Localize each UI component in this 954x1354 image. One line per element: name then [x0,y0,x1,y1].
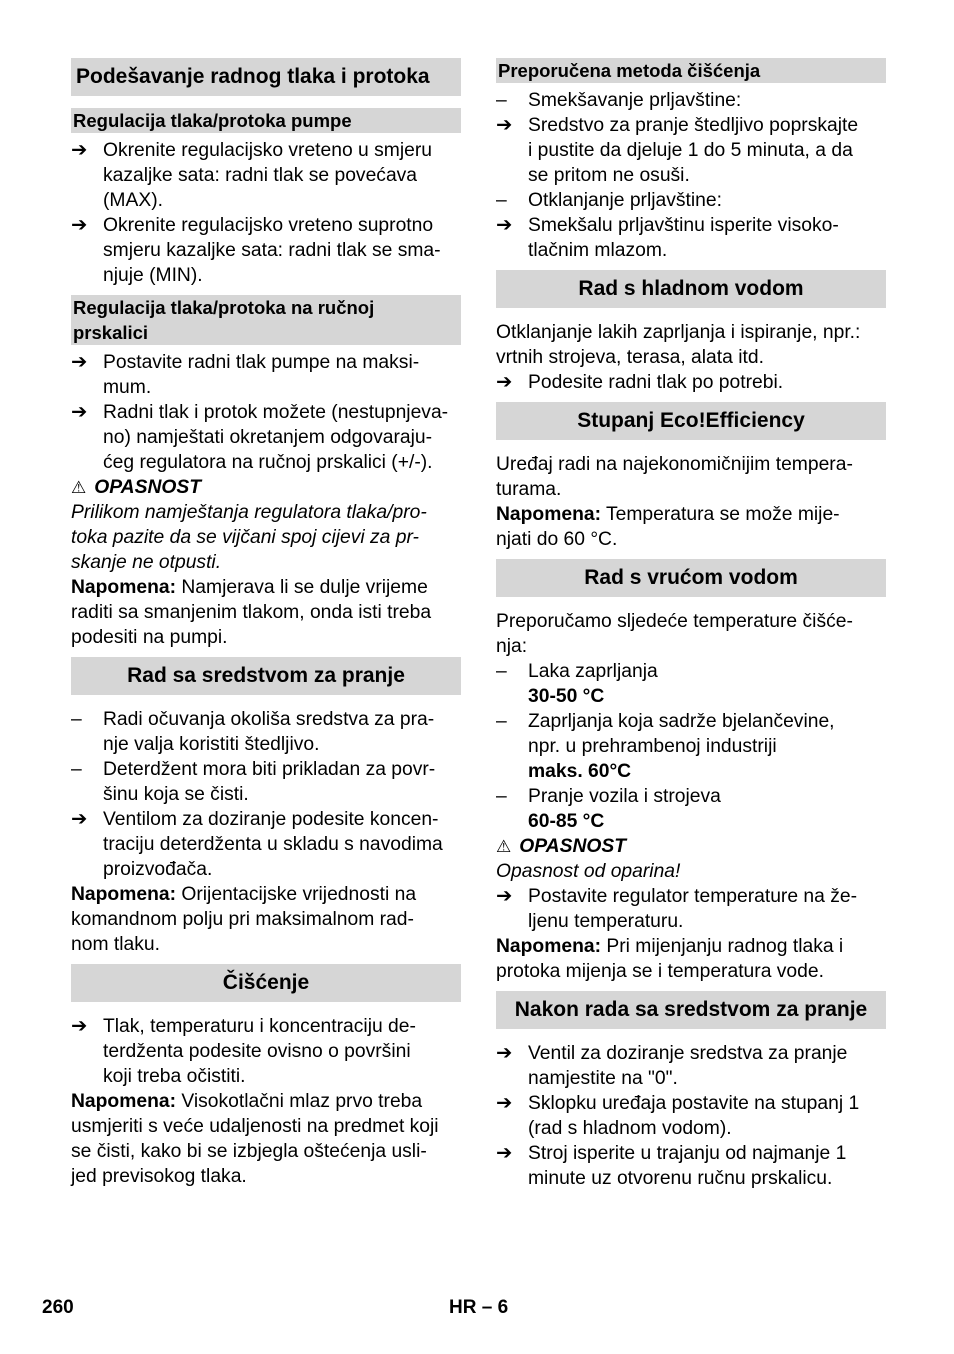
dash-bullet: – [496,711,507,732]
right-column [496,58,886,1191]
paragraph: Otklanjanje lakih zaprljanja i ispiranje, npr.: vrtnih strojeva, terasa, alata itd. [496,322,861,368]
heading-pressure-flow: Podešavanje radnog tlaka i protoka [71,58,461,96]
arrow-icon: ➔ [496,372,513,393]
list-item: ➔ Sredstvo za pranje štedljivo poprskajte i pustite da djeluje 1 do 5 minuta, a da se pritom ne osuši. [496,115,859,186]
dash-bullet: – [496,190,507,211]
list-item: – Laka zaprljanja 30-50 °C [496,661,658,707]
list-item: ➔ Ventil za doziranje sredstva za pranje namjestite na "0". [496,1043,848,1089]
list-item: ➔ Postavite regulator temperature na že- ljenu temperaturu. [496,886,858,932]
list-item: ➔ Smekšalu prljavštinu isperite visoko- tlačnim mlazom. [496,215,839,261]
dash-bullet: – [496,786,507,807]
heading-after-detergent: Nakon rada sa sredstvom za pranje [496,991,886,1029]
heading-cold-water: Rad s hladnom vodom [496,270,886,308]
subheading-pump-regulation: Regulacija tlaka/protoka pumpe [71,108,461,133]
note: Napomena: Temperatura se može mije- njati do 60 °C. [496,504,840,550]
paragraph: Preporučamo sljedeće temperature čišće- nja: [496,611,853,657]
arrow-icon: ➔ [71,402,88,423]
list-item: – Pranje vozila i strojeva 60-85 °C [496,786,721,832]
arrow-icon: ➔ [71,140,88,161]
heading-detergent: Rad sa sredstvom za pranje [71,657,461,695]
arrow-icon: ➔ [496,1043,513,1064]
heading-cleaning: Čišćenje [71,964,461,1002]
list-item: – Zaprljanja koja sadrže bjelančevine, npr. u prehrambenoj industriji maks. 60°C [496,711,835,782]
danger-label: ⚠ OPASNOST [71,477,202,498]
list-item: – Smekšavanje prljavštine: [496,90,742,111]
list-item: ➔ Tlak, temperaturu i koncentraciju de- terdženta podesite ovisno o površini koji treba očistiti. [71,1016,416,1087]
left-column [71,58,461,1189]
warning-icon: ⚠ [496,837,512,856]
dash-bullet: – [496,90,507,111]
list-item: – Deterdžent mora biti prikladan za povr- šinu koja se čisti. [71,759,436,805]
list-item: ➔ Podesite radni tlak po potrebi. [496,372,784,393]
list-item: ➔ Postavite radni tlak pumpe na maksi- mum. [71,352,420,398]
note: Napomena: Orijentacijske vrijednosti na komandnom polju pri maksimalnom rad- nom tlaku. [71,884,417,955]
dash-bullet: – [71,759,82,780]
list-item: ➔ Okrenite regulacijsko vreteno suprotno smjeru kazaljke sata: radni tlak se sma- njuje (MIN). [71,215,441,286]
list-item: ➔ Ventilom za doziranje podesite koncen- traciju deterdženta u skladu s navodima proizvođača. [71,809,443,880]
list-item: ➔ Sklopku uređaja postavite na stupanj 1 (rad s hladnom vodom). [496,1093,860,1139]
paragraph: Uređaj radi na najekonomičnijim tempera- turama. [496,454,853,500]
arrow-icon: ➔ [71,809,88,830]
heading-hot-water: Rad s vrućom vodom [496,559,886,597]
list-item: – Otklanjanje prljavštine: [496,190,722,211]
heading-eco-efficiency: Stupanj Eco!Efficiency [496,402,886,440]
danger-label: ⚠ OPASNOST [496,836,627,857]
warning-icon: ⚠ [71,478,87,497]
list-item: ➔ Okrenite regulacijsko vreteno u smjeru kazaljke sata: radni tlak se povećava (MAX). [71,140,432,211]
list-item: ➔ Radni tlak i protok možete (nestupnjeva- no) namještati okretanjem odgovaraju- ćeg regulatora na ručnoj prskalici (+/-). [71,402,449,473]
subheading-cleaning-method: Preporučena metoda čišćenja [496,58,886,83]
list-item: – Radi očuvanja okoliša sredstva za pra- nje valja koristiti štedljivo. [71,709,435,755]
note: Napomena: Pri mijenjanju radnog tlaka i protoka mijenja se i temperatura vode. [496,936,844,982]
arrow-icon: ➔ [496,215,513,236]
dash-bullet: – [71,709,82,730]
arrow-icon: ➔ [71,1016,88,1037]
arrow-icon: ➔ [496,115,513,136]
arrow-icon: ➔ [496,1093,513,1114]
subheading-gun-regulation: Regulacija tlaka/protoka na ručnoj prskalici [71,295,461,345]
section-label: HR – 6 [449,1297,509,1318]
dash-bullet: – [496,661,507,682]
danger-text: Opasnost od oparina! [496,861,681,882]
arrow-icon: ➔ [496,1143,513,1164]
arrow-icon: ➔ [71,352,88,373]
page-number: 260 [42,1297,74,1318]
list-item: ➔ Stroj isperite u trajanju od najmanje 1 minute uz otvorenu ručnu prskalicu. [496,1143,847,1189]
note: Napomena: Visokotlačni mlaz prvo treba usmjeriti s veće udaljenosti na predmet koji se čisti, kako bi se izbjegla oštećenja usli- jed previsokog tlaka. [71,1091,439,1187]
danger-text: Prilikom namještanja regulatora tlaka/pro- toka pazite da se vijčani spoj cijevi za pr- skanje ne otpusti. [71,502,427,573]
note: Napomena: Namjerava li se dulje vrijeme raditi sa smanjenim tlakom, onda isti treba podesiti na pumpi. [71,577,432,648]
arrow-icon: ➔ [71,215,88,236]
arrow-icon: ➔ [496,886,513,907]
